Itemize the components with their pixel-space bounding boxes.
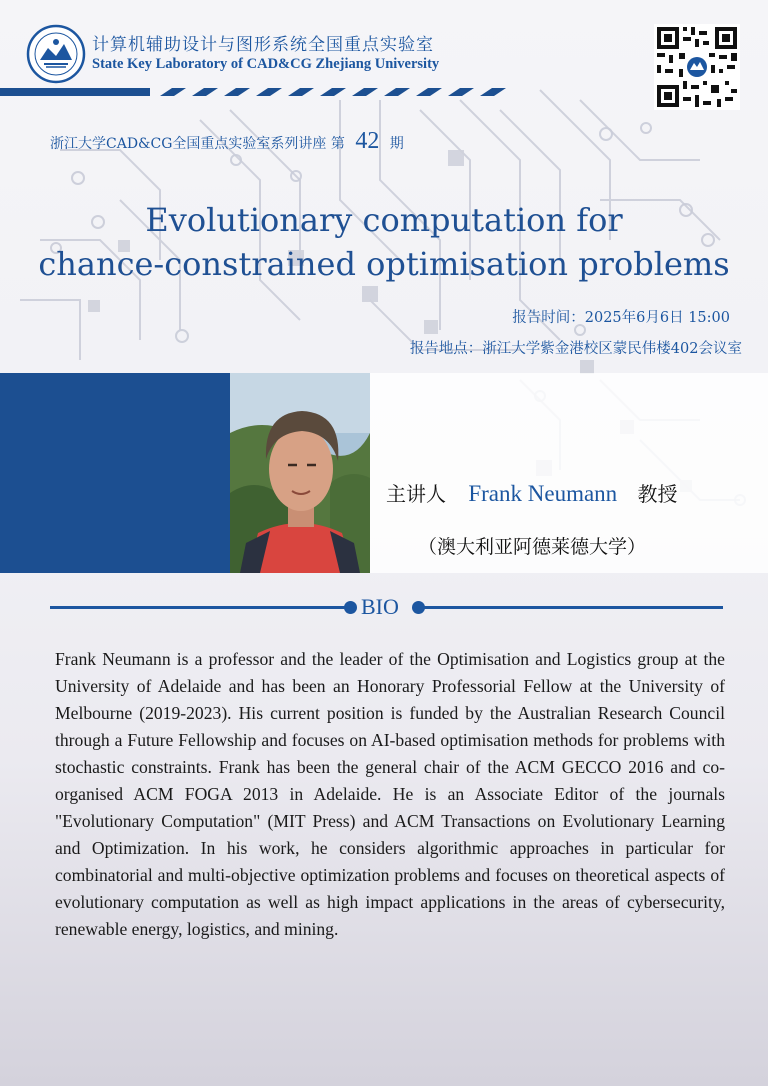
lecture-series [50, 128, 404, 155]
lab-name-cn: 计算机辅助设计与图形系统全国重点实验室 [92, 35, 434, 55]
qr-code-icon [654, 24, 740, 110]
lab-name-en: State Key Laboratory of CAD&CG Zhejiang University [92, 56, 440, 72]
speaker-line [386, 478, 678, 507]
speaker-name: Frank Neumann [468, 481, 618, 506]
lab-logo-icon [26, 24, 86, 84]
speaker-affiliation: （澳大利亚阿德莱德大学） [418, 536, 647, 558]
series-prefix: 浙江大学CAD&CG全国重点实验室系列讲座 [50, 136, 327, 152]
speaker-band-accent [0, 373, 230, 573]
bio-heading: BIO [361, 594, 399, 619]
talk-title-line1: Evolutionary computation for [145, 201, 623, 239]
bio-divider-left [50, 606, 350, 609]
talk-title [0, 198, 768, 286]
talk-time: 报告时间：2025年6月6日 15:00 [512, 310, 730, 326]
series-issue-pre: 第 [330, 136, 345, 152]
speaker-title: 教授 [637, 482, 678, 506]
bio-divider-right [416, 606, 723, 609]
talk-venue: 报告地点：浙江大学紫金港校区蒙民伟楼402会议室 [409, 341, 742, 357]
header-stripe [0, 84, 515, 98]
series-issue-post: 期 [389, 136, 404, 152]
speaker-label: 主讲人 [386, 482, 446, 506]
bio-divider-dot-left [344, 601, 357, 614]
series-issue-number: 42 [355, 128, 380, 154]
talk-title-line2: chance-constrained optimisation problems [38, 245, 730, 283]
bio-text: Frank Neumann is a professor and the leader of the Optimisation and Logistics group at the University of Adelaide and has been an Honorary Professorial Fellow at the University of Melbourne (2019-2023). His current position is funded by the Australian Research Council through a Future Fellowship and focuses on AI-based optimisation methods for problems with stochastic constraints. Frank has been the general chair of the ACM GECCO 2016 and co-organised ACM FOGA 2013 in Adelaide. He is an Associate Editor of the journals "Evolutionary Computation" (MIT Press) and ACM Transactions on Evolutionary Learning and Optimization. In his work, he considers algorithmic approaches in particular for combinatorial and multi-objective optimization problems and focuses on theoretical aspects of evolutionary computation as well as high impact applications in the areas of cybersecurity, renewable energy, logistics, and mining. [55, 649, 725, 939]
speaker-photo [230, 373, 370, 573]
